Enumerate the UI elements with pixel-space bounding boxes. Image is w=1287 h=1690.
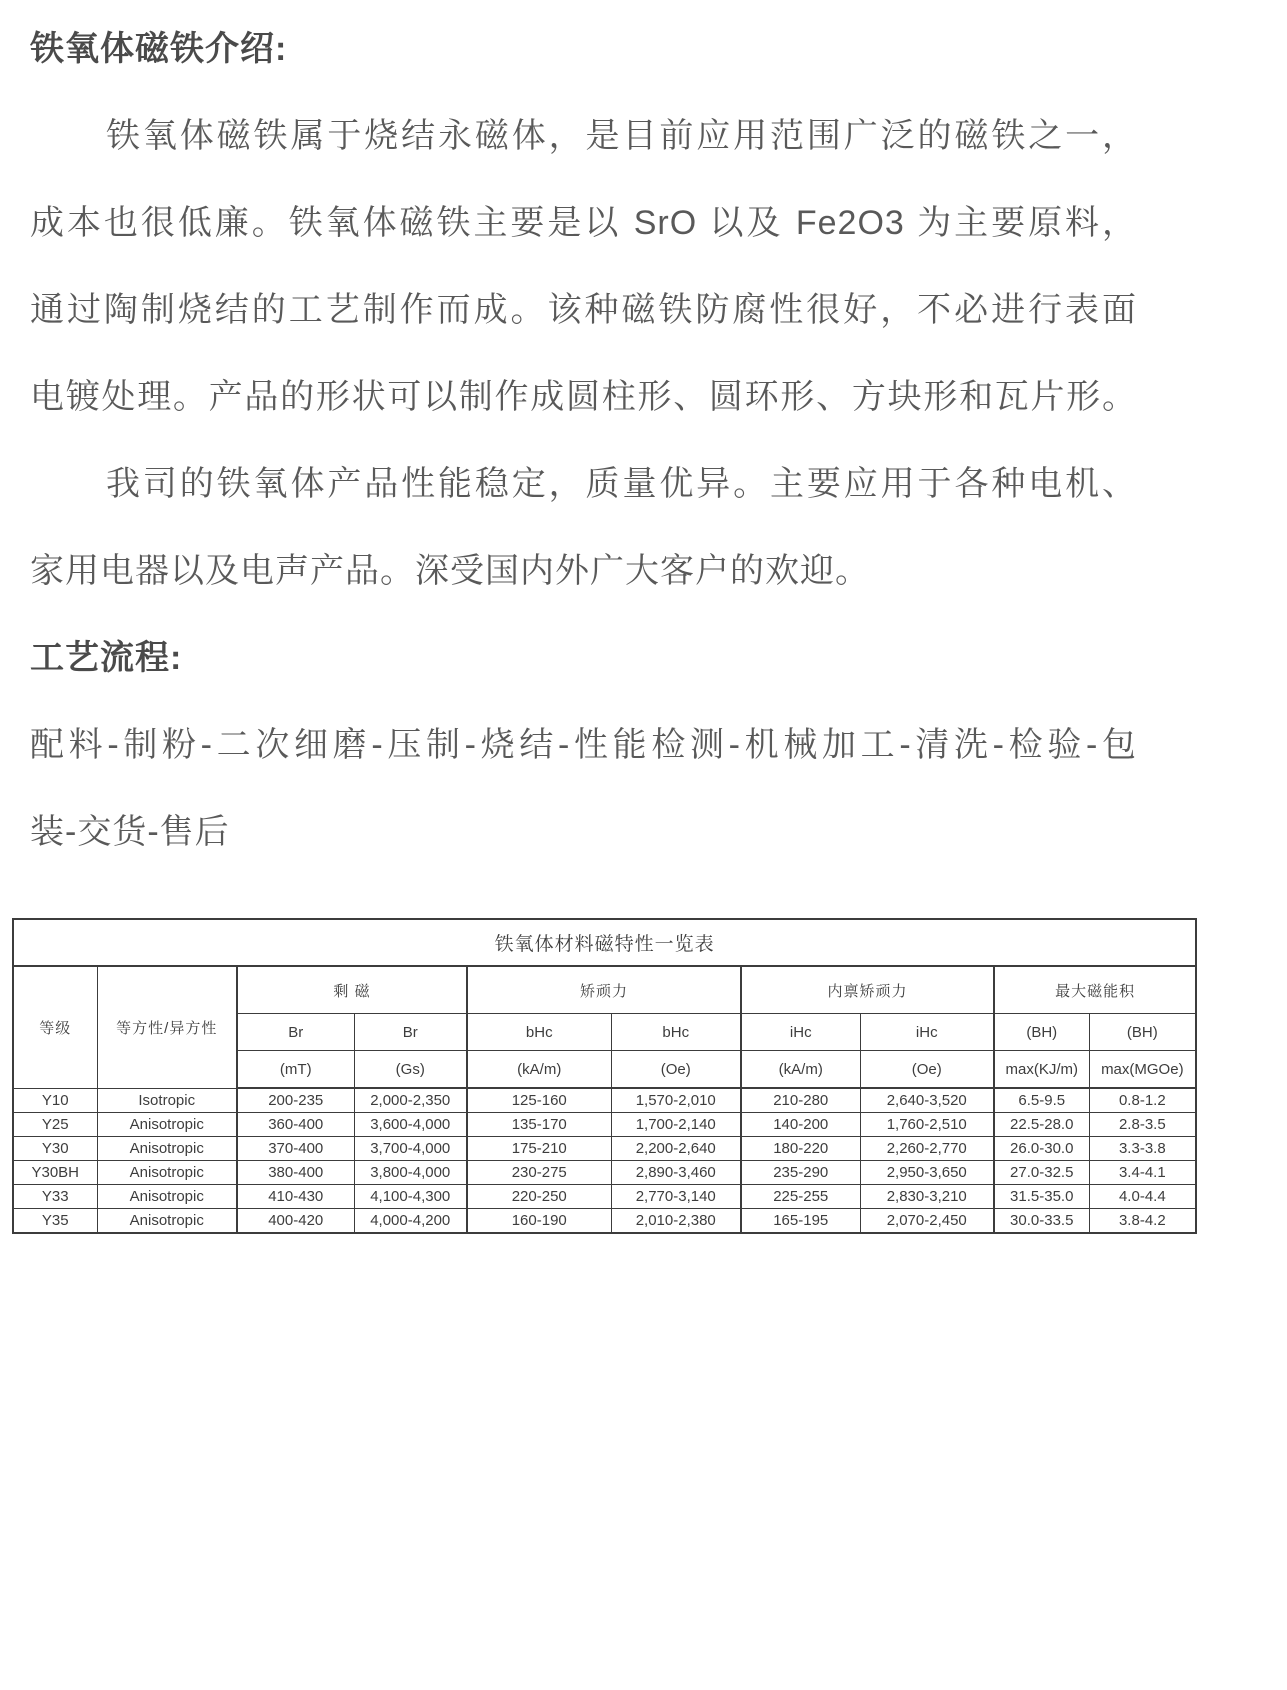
table-cell: 2.8-3.5 — [1089, 1113, 1196, 1137]
table-subheader-cell: bHc — [467, 1014, 611, 1051]
table-cell: 3,700-4,000 — [354, 1137, 467, 1161]
table-cell: 3.8-4.2 — [1089, 1209, 1196, 1234]
coercivity-group-header: 矫顽力 — [467, 966, 741, 1014]
table-cell: 2,070-2,450 — [860, 1209, 994, 1234]
intro-paragraph-line: 电镀处理。产品的形状可以制作成圆柱形、圆环形、方块形和瓦片形。 — [30, 378, 1137, 416]
process-heading — [30, 615, 1137, 702]
table-row — [13, 1185, 1196, 1209]
table-cell: 135-170 — [467, 1113, 611, 1137]
table-subheader-cell: (BH) — [994, 1014, 1089, 1051]
table-cell: 6.5-9.5 — [994, 1088, 1089, 1113]
document-text-block — [30, 0, 1137, 876]
remanence-group-header: 剩 磁 — [237, 966, 467, 1014]
table-cell: Y30 — [13, 1137, 97, 1161]
isotropy-column-header: 等方性/异方性 — [97, 966, 237, 1088]
table-cell: 3,600-4,000 — [354, 1113, 467, 1137]
table-cell: 0.8-1.2 — [1089, 1088, 1196, 1113]
table-row — [13, 1137, 1196, 1161]
table-row — [13, 1161, 1196, 1185]
table-cell: 26.0-30.0 — [994, 1137, 1089, 1161]
table-row — [13, 1113, 1196, 1137]
table-cell: 2,000-2,350 — [354, 1088, 467, 1113]
magnetic-properties-table — [12, 918, 1197, 1234]
table-cell: 4.0-4.4 — [1089, 1185, 1196, 1209]
table-cell: 1,570-2,010 — [611, 1088, 741, 1113]
table-unit-cell: (kA/m) — [741, 1051, 860, 1089]
table-cell: Y10 — [13, 1088, 97, 1113]
table-unit-cell: (mT) — [237, 1051, 354, 1089]
table-cell: 210-280 — [741, 1088, 860, 1113]
company-paragraph — [30, 441, 1137, 615]
table-cell: Anisotropic — [97, 1209, 237, 1234]
table-cell: 125-160 — [467, 1088, 611, 1113]
company-paragraph-line: 我司的铁氧体产品性能稳定，质量优异。主要应用于各种电机、 — [106, 465, 1137, 503]
table-cell: 27.0-32.5 — [994, 1161, 1089, 1185]
table-cell: 3.4-4.1 — [1089, 1161, 1196, 1185]
table-unit-cell: (Oe) — [860, 1051, 994, 1089]
grade-column-header: 等级 — [13, 966, 97, 1088]
table-cell: Y25 — [13, 1113, 97, 1137]
table-cell: 180-220 — [741, 1137, 860, 1161]
table-cell: Isotropic — [97, 1088, 237, 1113]
table-row — [13, 1209, 1196, 1234]
table-subheader-cell: Br — [237, 1014, 354, 1051]
table-cell: 31.5-35.0 — [994, 1185, 1089, 1209]
table-subheader-cell: iHc — [860, 1014, 994, 1051]
table-title-row — [13, 919, 1196, 966]
table-cell: Y33 — [13, 1185, 97, 1209]
table-cell: 3,800-4,000 — [354, 1161, 467, 1185]
table-subheader-cell: Br — [354, 1014, 467, 1051]
table-cell: 380-400 — [237, 1161, 354, 1185]
table-cell: 1,700-2,140 — [611, 1113, 741, 1137]
table-cell: 175-210 — [467, 1137, 611, 1161]
table-cell: 140-200 — [741, 1113, 860, 1137]
table-cell: 235-290 — [741, 1161, 860, 1185]
table-cell: Y30BH — [13, 1161, 97, 1185]
intro-paragraph-line: 成本也很低廉。铁氧体磁铁主要是以 SrO 以及 Fe2O3 为主要原料， — [30, 204, 1137, 242]
table-cell: Anisotropic — [97, 1161, 237, 1185]
table-cell: 4,100-4,300 — [354, 1185, 467, 1209]
company-paragraph-line: 家用电器以及电声产品。深受国内外广大客户的欢迎。 — [30, 552, 870, 590]
intro-paragraph-line: 通过陶制烧结的工艺制作而成。该种磁铁防腐性很好，不必进行表面 — [30, 291, 1137, 329]
table-cell: 160-190 — [467, 1209, 611, 1234]
table-subheader-cell: bHc — [611, 1014, 741, 1051]
table-cell: 410-430 — [237, 1185, 354, 1209]
table-cell: Anisotropic — [97, 1113, 237, 1137]
table-cell: 360-400 — [237, 1113, 354, 1137]
table-cell: Y35 — [13, 1209, 97, 1234]
table-cell: 4,000-4,200 — [354, 1209, 467, 1234]
table-cell: 200-235 — [237, 1088, 354, 1113]
table-subheader-cell: (BH) — [1089, 1014, 1196, 1051]
intro-heading — [30, 6, 1137, 93]
max-energy-product-group-header: 最大磁能积 — [994, 966, 1196, 1014]
table-cell: 370-400 — [237, 1137, 354, 1161]
process-flow-line: 装-交货-售后 — [30, 813, 230, 851]
table-row — [13, 1088, 1196, 1113]
table-cell: 2,950-3,650 — [860, 1161, 994, 1185]
intrinsic-coercivity-group-header: 内禀矫顽力 — [741, 966, 994, 1014]
intro-heading-text: 铁氧体磁铁介绍: — [30, 30, 288, 68]
table-unit-cell: (Gs) — [354, 1051, 467, 1089]
table-cell: 2,010-2,380 — [611, 1209, 741, 1234]
intro-paragraph-line: 铁氧体磁铁属于烧结永磁体，是目前应用范围广泛的磁铁之一， — [106, 117, 1137, 155]
table-subheader-cell: iHc — [741, 1014, 860, 1051]
table-cell: 400-420 — [237, 1209, 354, 1234]
table-cell: Anisotropic — [97, 1137, 237, 1161]
table-title: 铁氧体材料磁特性一览表 — [13, 919, 1196, 966]
table-body — [13, 1088, 1196, 1233]
intro-paragraph — [30, 93, 1137, 441]
table-cell: 2,890-3,460 — [611, 1161, 741, 1185]
table-cell: 2,830-3,210 — [860, 1185, 994, 1209]
table-cell: 2,200-2,640 — [611, 1137, 741, 1161]
table-cell: 2,260-2,770 — [860, 1137, 994, 1161]
table-cell: 1,760-2,510 — [860, 1113, 994, 1137]
table-cell: 230-275 — [467, 1161, 611, 1185]
process-flow-line: 配料-制粉-二次细磨-压制-烧结-性能检测-机械加工-清洗-检验-包 — [30, 726, 1137, 764]
process-heading-text: 工艺流程: — [30, 639, 183, 677]
process-flow-paragraph — [30, 702, 1137, 876]
table-cell: 22.5-28.0 — [994, 1113, 1089, 1137]
table-cell: 2,640-3,520 — [860, 1088, 994, 1113]
table-cell: 30.0-33.5 — [994, 1209, 1089, 1234]
table-unit-cell: max(MGOe) — [1089, 1051, 1196, 1089]
table-unit-cell: (kA/m) — [467, 1051, 611, 1089]
table-cell: 3.3-3.8 — [1089, 1137, 1196, 1161]
table-group-header-row — [13, 966, 1196, 1014]
table-cell: 220-250 — [467, 1185, 611, 1209]
table-unit-cell: max(KJ/m) — [994, 1051, 1089, 1089]
table-cell: Anisotropic — [97, 1185, 237, 1209]
table-unit-cell: (Oe) — [611, 1051, 741, 1089]
table-cell: 165-195 — [741, 1209, 860, 1234]
table-cell: 225-255 — [741, 1185, 860, 1209]
table-cell: 2,770-3,140 — [611, 1185, 741, 1209]
